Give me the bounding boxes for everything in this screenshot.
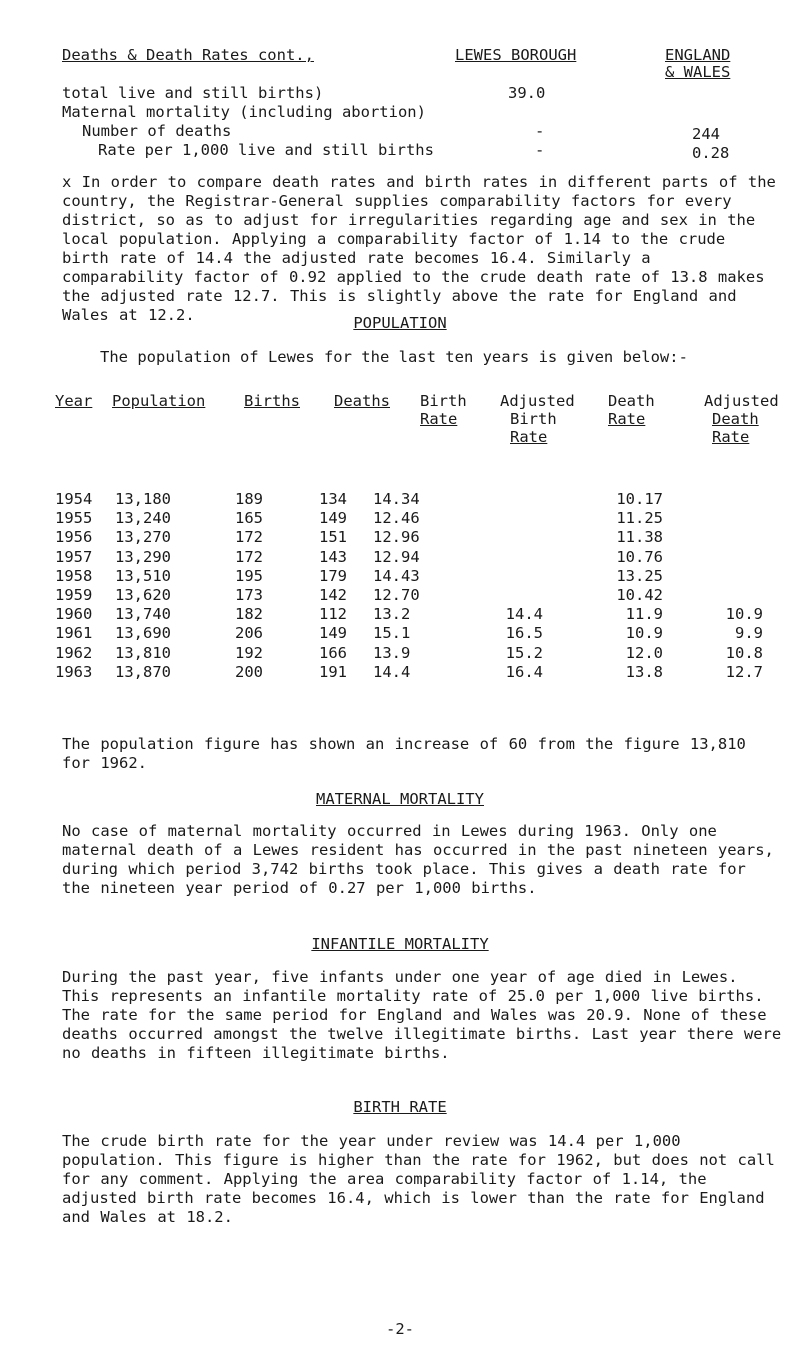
comparability-footnote: x In order to compare death rates and birth rates in different parts of the country, the Registrar-General supplies comparability factors for every district, so as to adjust for irregularities regarding age and sex in the local population. Applying a comparability factor of 1.14 to the crude birth rate of 14.4 the adjusted rate becomes 16.4. Similarly a comparability factor of 0.92 applied to the crude death rate of 13.8 makes the adjusted rate 12.7. This is slightly above the rate for England and Wales at 12.2. — [62, 173, 776, 324]
table-row — [55, 548, 763, 567]
lewes-borough-column-header: LEWES BOROUGH — [455, 46, 577, 64]
population-note: The population figure has shown an increase of 60 from the figure 13,810 for 1962. — [62, 735, 746, 772]
england-wales-column-header-line2: & WALES — [665, 63, 731, 81]
col-header-adj-birth-1: Adjusted — [500, 392, 575, 410]
cell-adj-death-rate: 9.9 — [735, 624, 763, 643]
table-row — [55, 509, 763, 528]
table-row — [55, 586, 763, 605]
maternal-mortality-text: No case of maternal mortality occurred in Lewes during 1963. Only one maternal death of a Lewes resident has occurred in the past nineteen years, during which period 3,742 births took place. This gives a death rate for the nineteen year period of 0.27 per 1,000 births. — [62, 822, 774, 897]
section-header: Deaths & Death Rates cont., — [62, 46, 314, 64]
maternal-row3-label: Number of deaths — [82, 122, 232, 140]
cell-population: 13,620 — [115, 585, 171, 604]
page-number: -2- — [386, 1320, 414, 1338]
cell-population: 13,290 — [115, 547, 171, 566]
col-header-adj-birth-3: Rate — [510, 428, 548, 446]
cell-death-rate: 11.9 — [625, 605, 663, 624]
cell-death-rate: 11.38 — [616, 528, 663, 547]
col-header-year: Year — [55, 392, 93, 410]
maternal-mortality-heading: MATERNAL MORTALITY — [316, 790, 484, 808]
cell-birth-rate: 12.96 — [373, 528, 420, 547]
cell-death-rate: 10.17 — [616, 490, 663, 508]
birth-rate-text: The crude birth rate for the year under review was 14.4 per 1,000 population. This figure is higher than the rate for 1962, but does not call for any comment. Applying the area comparability factor of 1.14, the adjusted birth rate becomes 16.4, which is lower than the rate for England and Wales at 18.2. — [62, 1132, 775, 1226]
col-header-birth-rate-2: Rate — [420, 410, 458, 428]
cell-year: 1956 — [55, 528, 93, 547]
cell-adj-death-rate: 10.8 — [725, 643, 763, 662]
cell-births: 206 — [235, 624, 263, 643]
cell-year: 1961 — [55, 624, 93, 643]
cell-population: 13,690 — [115, 624, 171, 643]
population-table — [55, 490, 763, 682]
cell-death-rate: 10.42 — [616, 585, 663, 604]
cell-deaths: 179 — [319, 566, 347, 585]
cell-birth-rate: 13.2 — [373, 605, 411, 624]
cell-deaths: 166 — [319, 643, 347, 662]
cell-birth-rate: 14.4 — [373, 662, 411, 681]
cell-year: 1959 — [55, 585, 93, 604]
col-header-adj-birth-2: Birth — [510, 410, 557, 428]
cell-death-rate: 10.76 — [616, 547, 663, 566]
cell-adj-birth-rate — [443, 490, 573, 509]
cell-death-rate: 13.25 — [616, 566, 663, 585]
cell-birth-rate: 14.43 — [373, 566, 420, 585]
table-row — [55, 624, 763, 643]
infantile-mortality-heading: INFANTILE MORTALITY — [311, 935, 489, 953]
table-row — [55, 663, 763, 682]
cell-adj-death-rate — [683, 548, 763, 567]
cell-year: 1962 — [55, 643, 93, 662]
col-header-births: Births — [244, 392, 300, 410]
infantile-mortality-text: During the past year, five infants under one year of age died in Lewes. This represents an infantile mortality rate of 25.0 per 1,000 live births. The rate for the same period for England and Wales was 20.9. None of these deaths occurred amongst the twelve illegitimate births. Last year there were no deaths in fifteen illegitimate births. — [62, 968, 782, 1062]
cell-deaths: 149 — [319, 624, 347, 643]
cell-population: 13,270 — [115, 528, 171, 547]
cell-death-rate: 11.25 — [616, 509, 663, 528]
maternal-row4-england-value: 0.28 — [692, 144, 730, 162]
maternal-row3-england-value: 244 — [692, 125, 720, 143]
cell-births: 192 — [235, 643, 263, 662]
cell-birth-rate: 12.94 — [373, 547, 420, 566]
cell-deaths: 191 — [319, 662, 347, 681]
cell-population: 13,510 — [115, 566, 171, 585]
cell-adj-death-rate — [683, 567, 763, 586]
cell-deaths: 149 — [319, 509, 347, 528]
cell-year: 1955 — [55, 509, 93, 528]
cell-births: 195 — [235, 566, 263, 585]
col-header-death-rate-1: Death — [608, 392, 655, 410]
cell-adj-birth-rate — [443, 509, 573, 528]
cell-adj-birth-rate: 14.4 — [505, 605, 543, 624]
cell-adj-death-rate — [683, 586, 763, 605]
cell-adj-birth-rate: 16.5 — [505, 624, 543, 643]
table-row — [55, 490, 763, 509]
cell-adj-death-rate — [683, 528, 763, 547]
cell-births: 165 — [235, 509, 263, 528]
cell-birth-rate: 15.1 — [373, 624, 411, 643]
cell-year: 1960 — [55, 605, 93, 624]
maternal-row3-lewes-dash: - — [535, 122, 545, 140]
cell-births: 189 — [235, 490, 263, 508]
cell-adj-death-rate: 10.9 — [725, 605, 763, 624]
population-heading: POPULATION — [353, 314, 447, 332]
maternal-row4-label: Rate per 1,000 live and still births — [98, 141, 434, 159]
cell-deaths: 112 — [319, 605, 347, 624]
cell-births: 172 — [235, 547, 263, 566]
maternal-row2-label: Maternal mortality (including abortion) — [62, 103, 426, 121]
cell-adj-death-rate: 12.7 — [725, 662, 763, 681]
cell-population: 13,180 — [115, 490, 171, 508]
cell-year: 1963 — [55, 662, 93, 681]
cell-adj-death-rate — [683, 509, 763, 528]
cell-adj-death-rate — [683, 490, 763, 509]
cell-death-rate: 10.9 — [625, 624, 663, 643]
cell-birth-rate: 12.70 — [373, 585, 420, 604]
cell-birth-rate: 14.34 — [373, 490, 420, 508]
cell-births: 173 — [235, 585, 263, 604]
col-header-birth-rate-1: Birth — [420, 392, 467, 410]
cell-population: 13,870 — [115, 662, 171, 681]
cell-year: 1954 — [55, 490, 93, 508]
cell-deaths: 143 — [319, 547, 347, 566]
table-row — [55, 605, 763, 624]
cell-birth-rate: 13.9 — [373, 643, 411, 662]
col-header-adj-death-2: Death — [712, 410, 759, 428]
maternal-row1-label: total live and still births) — [62, 84, 324, 102]
table-row — [55, 567, 763, 586]
cell-births: 172 — [235, 528, 263, 547]
table-row — [55, 528, 763, 547]
col-header-population: Population — [112, 392, 206, 410]
cell-adj-birth-rate — [443, 567, 573, 586]
cell-adj-birth-rate: 16.4 — [505, 662, 543, 681]
col-header-adj-death-1: Adjusted — [704, 392, 779, 410]
col-header-deaths: Deaths — [334, 392, 390, 410]
cell-population: 13,740 — [115, 605, 171, 624]
birth-rate-heading: BIRTH RATE — [353, 1098, 447, 1116]
cell-adj-birth-rate — [443, 528, 573, 547]
cell-deaths: 142 — [319, 585, 347, 604]
cell-adj-birth-rate — [443, 586, 573, 605]
cell-adj-birth-rate — [443, 548, 573, 567]
col-header-adj-death-3: Rate — [712, 428, 750, 446]
cell-population: 13,240 — [115, 509, 171, 528]
cell-year: 1958 — [55, 566, 93, 585]
cell-deaths: 151 — [319, 528, 347, 547]
cell-death-rate: 13.8 — [625, 662, 663, 681]
col-header-death-rate-2: Rate — [608, 410, 646, 428]
cell-births: 182 — [235, 605, 263, 624]
cell-death-rate: 12.0 — [625, 643, 663, 662]
maternal-row4-lewes-dash: - — [535, 141, 545, 159]
cell-birth-rate: 12.46 — [373, 509, 420, 528]
maternal-row1-lewes-value: 39.0 — [508, 84, 546, 102]
cell-deaths: 134 — [319, 490, 347, 508]
table-row — [55, 644, 763, 663]
population-intro: The population of Lewes for the last ten years is given below:- — [100, 348, 688, 366]
cell-year: 1957 — [55, 547, 93, 566]
cell-population: 13,810 — [115, 643, 171, 662]
cell-adj-birth-rate: 15.2 — [505, 643, 543, 662]
england-wales-column-header-line1: ENGLAND — [665, 46, 731, 64]
cell-births: 200 — [235, 662, 263, 681]
